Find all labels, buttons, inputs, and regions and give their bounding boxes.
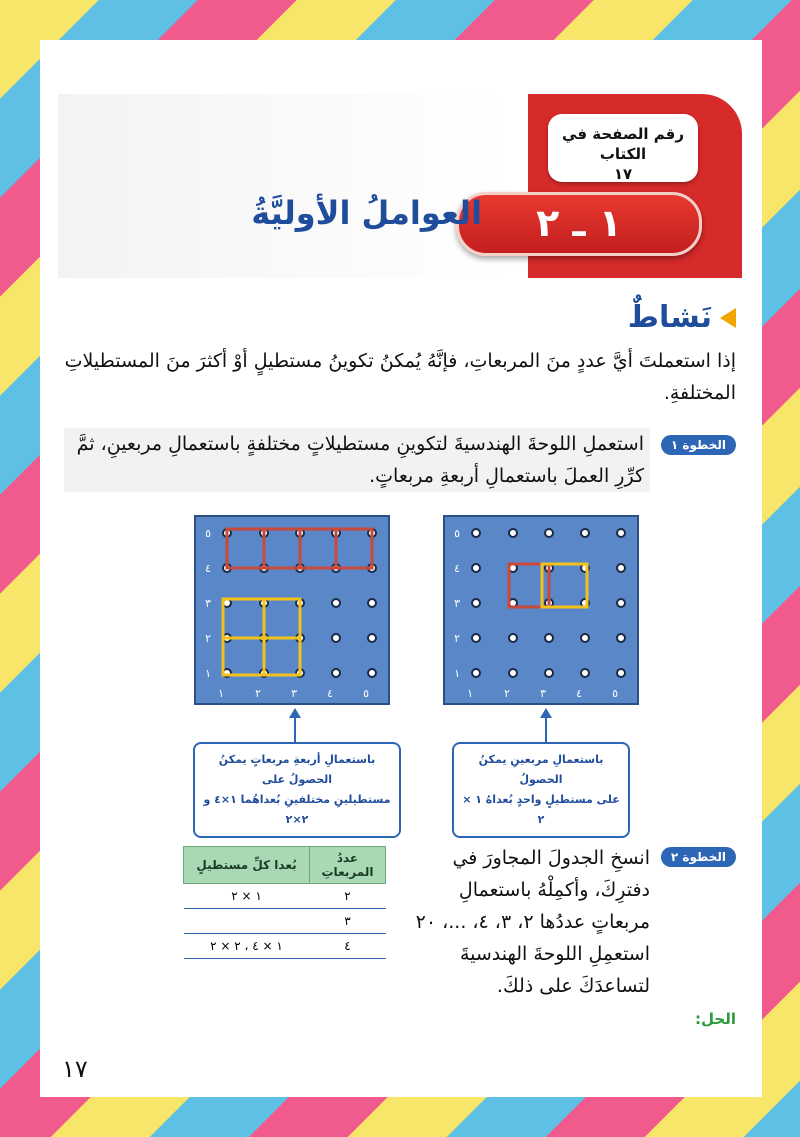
col-label: ٥ <box>363 687 369 700</box>
book-page-card <box>548 114 698 182</box>
callout-line: باستعمالِ أربعةِ مربعاتٍ يمكنُ الحصولُ على <box>218 753 376 786</box>
table-header-row <box>184 847 386 884</box>
lesson-header <box>58 94 742 278</box>
table-cell: ٤ <box>310 934 386 959</box>
activity-label: نَشاطٌ <box>627 300 712 335</box>
col-label: ٥ <box>612 687 618 700</box>
page-number: ١٧ <box>62 1055 88 1083</box>
col-label: ٣ <box>291 687 297 700</box>
row-label: ١ <box>205 667 211 680</box>
table-header: عددُ المربعاتِ <box>310 847 386 884</box>
row-label: ٣ <box>454 597 460 610</box>
col-label: ١ <box>218 687 224 700</box>
lesson-title: العواملُ الأوليَّةُ <box>251 194 482 232</box>
callout-line: على مستطيلٍ واحدٍ بُعداهُ ١ × ٢ <box>462 793 620 826</box>
table-row <box>184 909 386 934</box>
step1-badge: الخطوة ١ <box>661 435 736 455</box>
table-cell: ٢ <box>310 884 386 909</box>
geoboard-two-squares <box>443 515 639 705</box>
row-label: ٢ <box>205 632 211 645</box>
book-page-label: رقم الصفحة في الكتاب <box>562 125 684 163</box>
step1-text: استعملِ اللوحةَ الهندسيةَ لتكوينِ مستطيلاتٍ مختلفةٍ باستعمالِ مربعينِ، ثمَّ كرِّرِ العملَ باستعمالِ أربعةِ مربعاتٍ. <box>64 428 650 492</box>
table-cell: ١ × ٢ <box>184 884 310 909</box>
table-header: بُعدا كلِّ مستطيلٍ <box>184 847 310 884</box>
row-label: ٤ <box>205 562 211 575</box>
row-label: ٣ <box>205 597 211 610</box>
col-label: ٤ <box>327 687 333 700</box>
row-label: ٤ <box>454 562 460 575</box>
step2-badge: الخطوة ٢ <box>661 847 736 867</box>
table-row <box>184 934 386 959</box>
up-arrow-icon <box>536 708 556 742</box>
lesson-number: ١ ـ ٢ <box>456 192 702 256</box>
activity-heading <box>628 300 736 335</box>
col-label: ٢ <box>504 687 510 700</box>
table-cell <box>184 909 310 934</box>
solution-label: الحل: <box>695 1010 736 1028</box>
step2-text: انسخِ الجدولَ المجاورَ في دفترِكَ، وأكمِلْهُ باستعمالِ مربعاتٍ عددُها ٢، ٣، ٤، ...، ٢٠ استعمِلِ اللوحةَ الهندسيةَ لتساعدَكَ على ذلكَ. <box>415 847 650 997</box>
activity-intro: إذا استعملتَ أيَّ عددٍ منَ المربعاتِ، فإنَّهُ يُمكنُ تكوينُ مستطيلٍ أوْ أكثرَ منَ المستطيلاتِ المختلفةِ. <box>64 350 736 404</box>
row-label: ٥ <box>454 527 460 540</box>
callout-two-squares <box>452 742 630 838</box>
header-shade <box>58 94 508 278</box>
callout-line: باستعمالِ مربعينِ يمكنُ الحصولُ <box>478 753 604 786</box>
col-label: ٣ <box>540 687 546 700</box>
table-cell: ٣ <box>310 909 386 934</box>
col-label: ٢ <box>255 687 261 700</box>
up-arrow-icon <box>285 708 305 742</box>
col-label: ٤ <box>576 687 582 700</box>
callout-four-squares <box>193 742 401 838</box>
table-cell: ١ × ٤ ، ٢ × ٢ <box>184 934 310 959</box>
col-label: ١ <box>467 687 473 700</box>
book-page-number: ١٧ <box>613 165 633 183</box>
play-arrow-icon <box>720 308 736 328</box>
table-row <box>184 884 386 909</box>
row-label: ١ <box>454 667 460 680</box>
row-label: ٥ <box>205 527 211 540</box>
geoboard-four-squares <box>194 515 390 705</box>
callout-line: مستطيلينِ مختلفينِ بُعداهُما ١×٤ و ٢×٢ <box>203 793 391 826</box>
row-label: ٢ <box>454 632 460 645</box>
rectangles-table <box>183 846 386 959</box>
